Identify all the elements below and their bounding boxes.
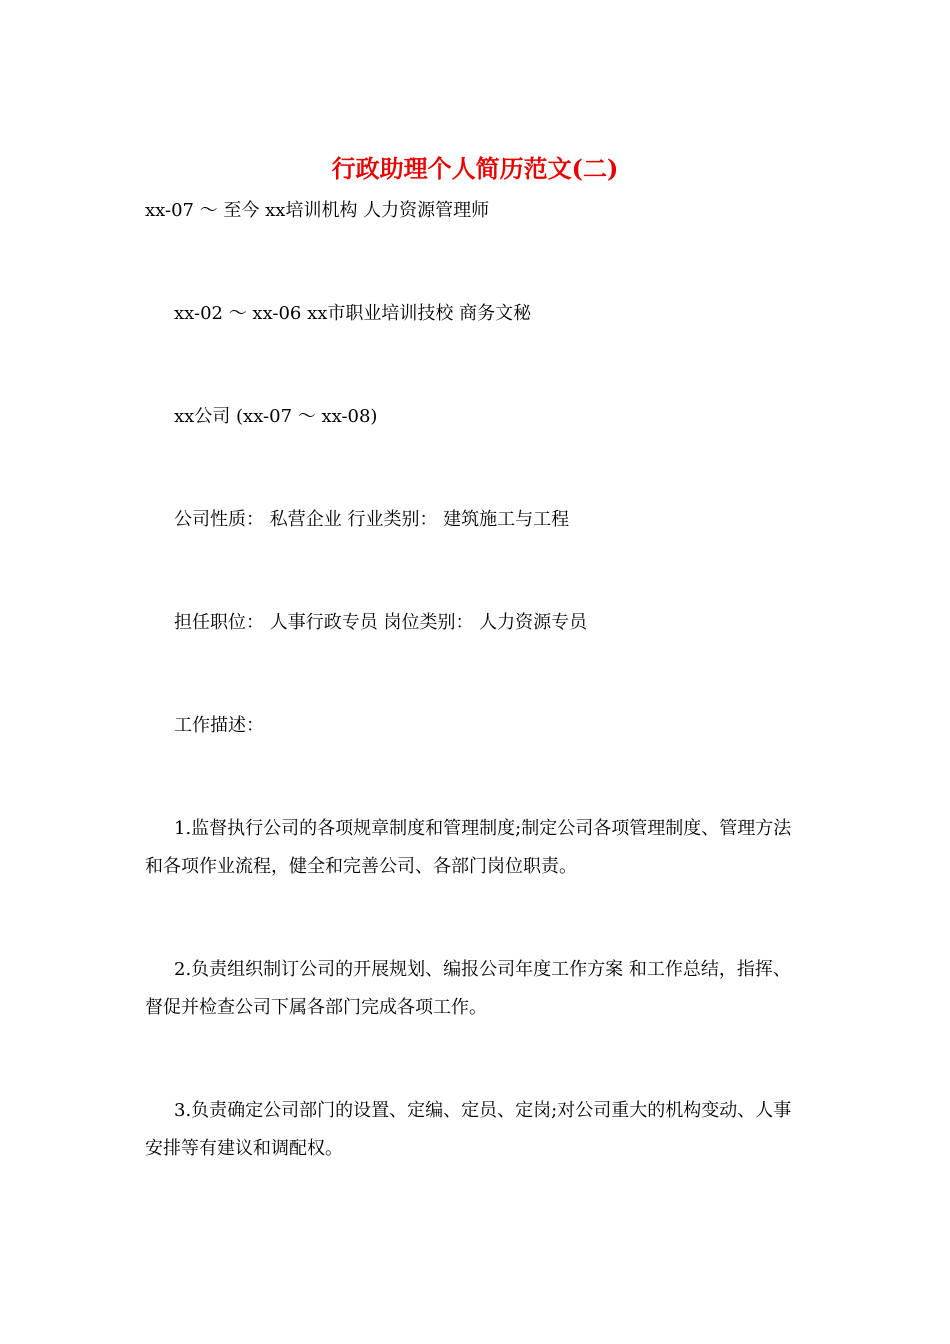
- experience-line-1: xx-07 ～ 至今 xx培训机构 人力资源管理师: [145, 200, 490, 221]
- work-description-heading: 工作描述：: [174, 715, 264, 736]
- work-item-1: 1.监督执行公司的各项规章制度和管理制度;制定公司各项管理制度、管理方法和各项作业流程，健全和完善公司、各部门岗位职责。: [145, 818, 792, 877]
- experience-line-2: xx-02 ～ xx-06 xx市职业培训技校 商务文秘: [174, 303, 532, 324]
- position-line: 担任职位： 人事行政专员 岗位类别： 人力资源专员: [174, 612, 588, 633]
- company-line: xx公司 (xx-07 ～ xx-08): [174, 406, 378, 427]
- work-item-2: 2.负责组织制订公司的开展规划、编报公司年度工作方案 和工作总结，指挥、督促并检查公司下属各部门完成各项工作。: [145, 959, 791, 1018]
- document-title: 行政助理个人简历范文(二): [331, 154, 619, 183]
- company-nature-line: 公司性质： 私营企业 行业类别： 建筑施工与工程: [174, 509, 570, 530]
- work-item-3: 3.负责确定公司部门的设置、定编、定员、定岗;对公司重大的机构变动、人事安排等有建议和调配权。: [145, 1100, 792, 1159]
